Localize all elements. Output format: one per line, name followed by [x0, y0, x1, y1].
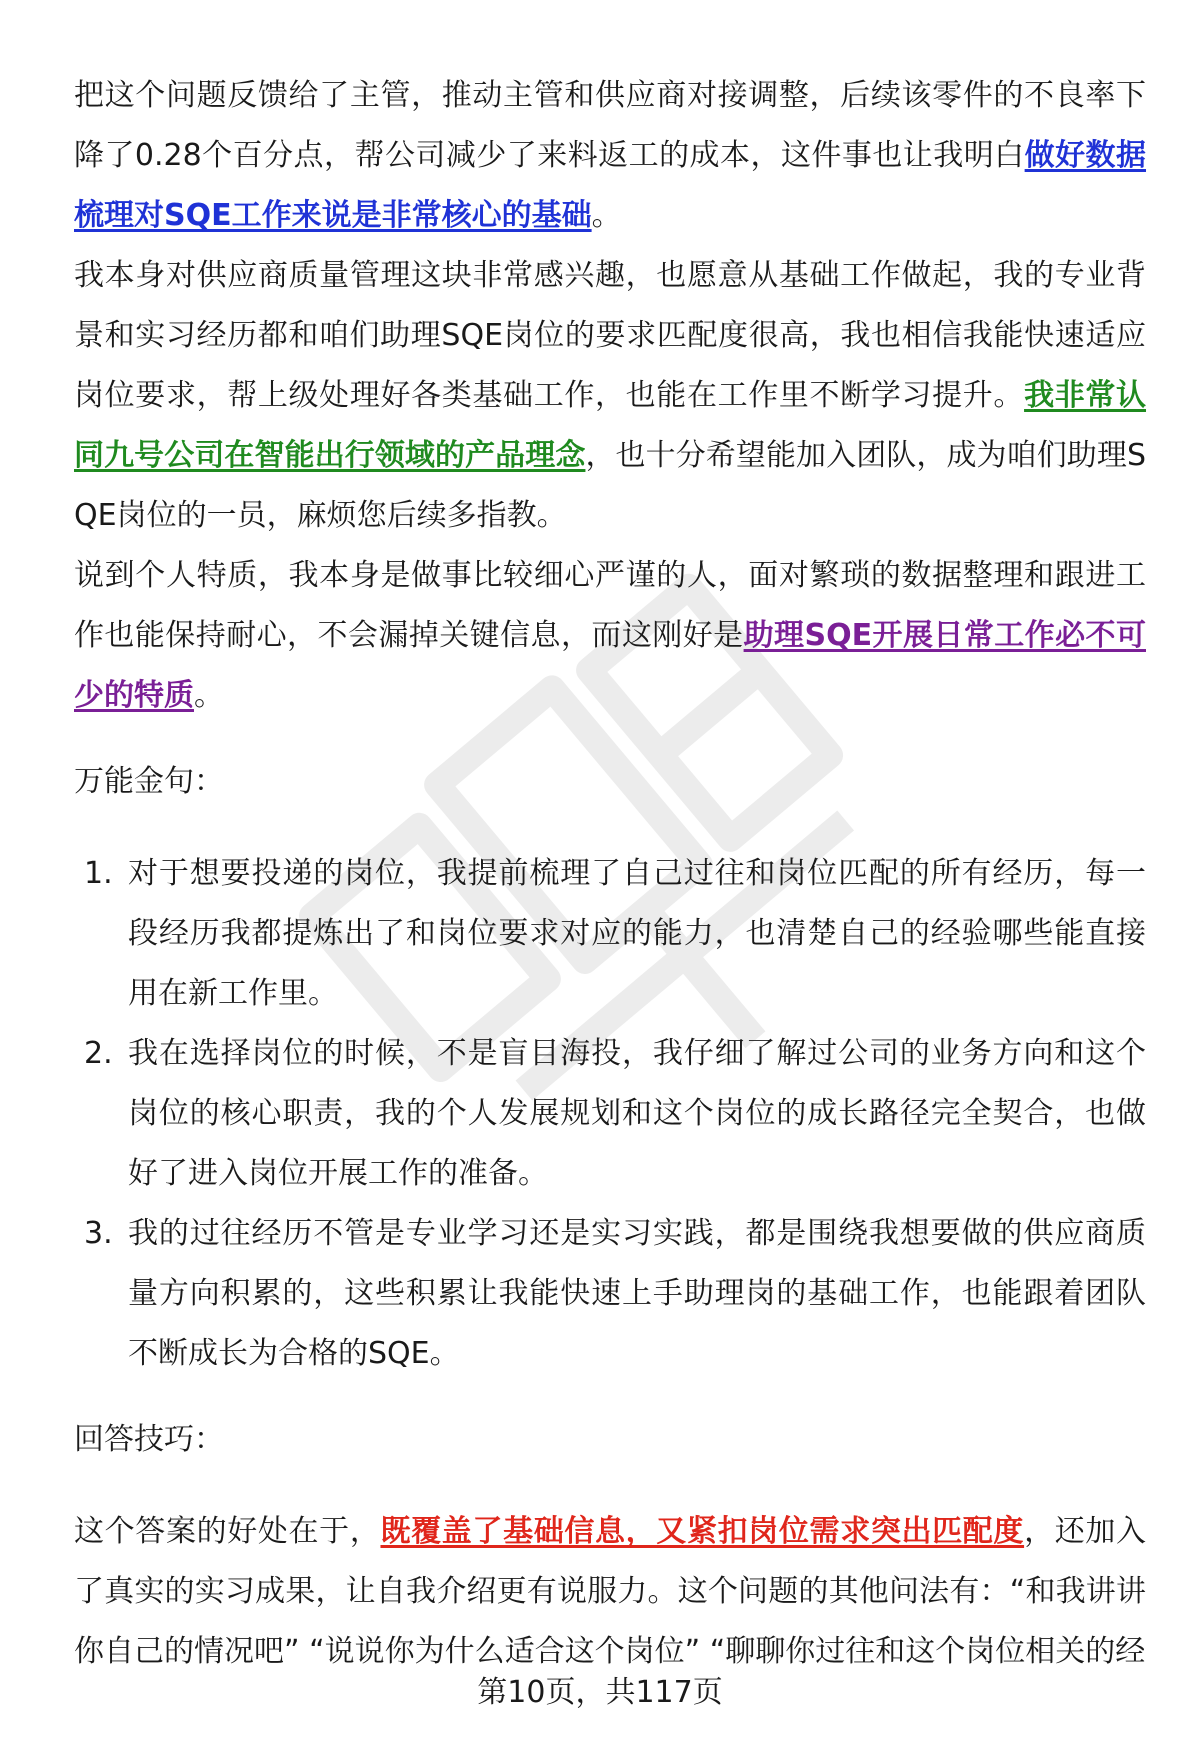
paragraph-2-text: 我本身对供应商质量管理这块非常感兴趣，也愿意从基础工作做起，我的专业背景和实习经历都和咱们助理SQE岗位的要求匹配度很高，我也相信我能快速适应岗位要求，帮上级处理好各类基础工作，也能在工作里不断学习提升。: [74, 258, 1146, 413]
answer-tips-title: 回答技巧：: [74, 1422, 224, 1457]
highlight-product-concept: 我非常认同九号公司在智能出行领域的产品理念: [74, 378, 1147, 473]
list-item-number: 1.: [84, 856, 113, 891]
list-item-number: 3.: [84, 1216, 113, 1251]
paragraph-2-end: ，也十分希望能加入团队，成为咱们助理SQE岗位的一员，麻烦您后续多指教。: [74, 438, 1146, 533]
paragraph-1-text: 把这个问题反馈给了主管，推动主管和供应商对接调整，后续该零件的不良率下降了0.28个百分点，帮公司减少了来料返工的成本，这件事也让我明白: [74, 78, 1146, 173]
list-item: [74, 844, 1146, 1024]
answer-tips-text: 这个答案的好处在于，: [74, 1514, 381, 1549]
highlight-data-foundation: 做好数据梳理对SQE工作来说是非常核心的基础: [74, 138, 1147, 233]
golden-sentences-list: [74, 844, 1146, 1384]
highlight-match: 既覆盖了基础信息，又紧扣岗位需求突出匹配度: [380, 1514, 1025, 1549]
highlight-trait: 助理SQE开展日常工作必不可少的特质: [74, 618, 1146, 713]
paragraph-3: [74, 546, 1146, 726]
golden-sentences-title: 万能金句：: [74, 764, 224, 799]
list-item: [74, 1024, 1146, 1204]
answer-tips-paragraph: [74, 1502, 1146, 1682]
paragraph-2: [74, 246, 1146, 546]
paragraph-1: [74, 66, 1146, 246]
paragraph-1-end: 。: [591, 198, 622, 233]
paragraph-3-end: 。: [194, 678, 224, 713]
list-item: [74, 1204, 1146, 1384]
list-item-text: 我在选择岗位的时候，不是盲目海投，我仔细了解过公司的业务方向和这个岗位的核心职责，我的个人发展规划和这个岗位的成长路径完全契合，也做好了进入岗位开展工作的准备。: [128, 1036, 1146, 1191]
paragraph-3-text: 说到个人特质，我本身是做事比较细心严谨的人，面对繁琐的数据整理和跟进工作也能保持耐心，不会漏掉关键信息，而这刚好是: [74, 558, 1146, 653]
document-body: [74, 66, 1146, 1682]
list-item-number: 2.: [84, 1036, 113, 1071]
page-number: 第10页，共117页: [477, 1675, 723, 1710]
list-item-text: 我的过往经历不管是专业学习还是实习实践，都是围绕我想要做的供应商质量方向积累的，这些积累让我能快速上手助理岗的基础工作，也能跟着团队不断成长为合格的SQE。: [128, 1216, 1146, 1371]
answer-tips-end: ，还加入了真实的实习成果，让自我介绍更有说服力。这个问题的其他问法有：“和我讲讲你自己的情况吧” “说说你为什么适合这个岗位” “聊聊你过往和这个岗位相关的经: [74, 1514, 1147, 1669]
list-item-text: 对于想要投递的岗位，我提前梳理了自己过往和岗位匹配的所有经历，每一段经历我都提炼出了和岗位要求对应的能力，也清楚自己的经验哪些能直接用在新工作里。: [128, 856, 1146, 1011]
